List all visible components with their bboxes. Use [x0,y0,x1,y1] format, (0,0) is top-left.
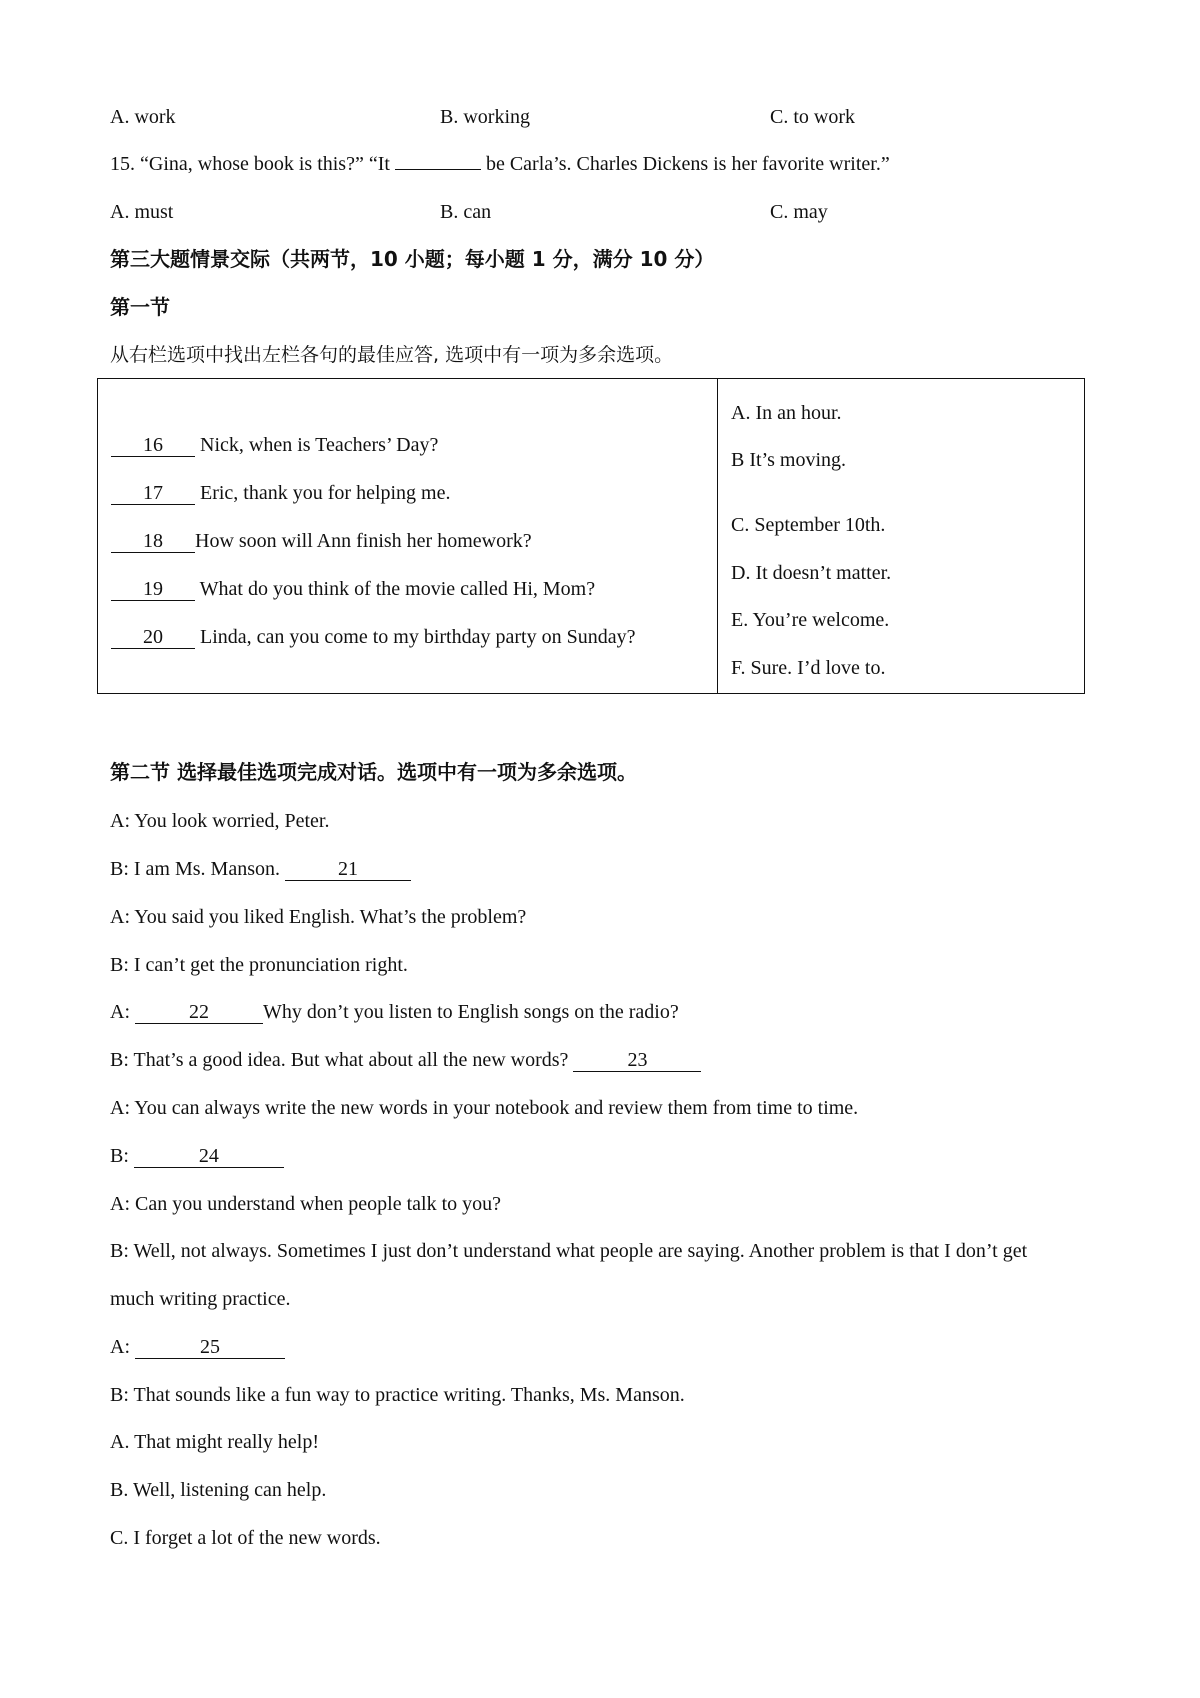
blank-17: 17 [111,482,195,505]
left-item-17 [111,480,451,506]
section2-option-c: C. I forget a lot of the new words. [110,1527,381,1549]
right-option-e: E. You’re welcome. [731,609,890,631]
dialogue-line-6 [110,1047,701,1073]
dialogue-line-6-text: B: That’s a good idea. But what about all the new words? [110,1049,569,1071]
left-item-16-text: Nick, when is Teachers’ Day? [200,434,439,456]
left-item-19-text: What do you think of the movie called Hi, Mom? [199,578,596,600]
left-item-17-text: Eric, thank you for helping me. [200,482,451,504]
table-divider [717,379,718,693]
blank-16: 16 [111,434,195,457]
matching-table [97,378,1085,694]
left-item-19 [111,576,595,602]
dialogue-line-9: A: Can you understand when people talk to you? [110,1193,502,1215]
blank-22: 22 [135,1001,263,1024]
dialogue-line-2 [110,856,411,882]
q15-question [110,151,890,177]
blank-24: 24 [134,1145,284,1168]
dialogue-line-5-text: Why don’t you listen to English songs on the radio? [263,1001,679,1023]
dialogue-line-4: B: I can’t get the pronunciation right. [110,954,408,976]
left-item-16 [111,432,438,458]
dialogue-line-3: A: You said you liked English. What’s the problem? [110,906,527,928]
blank-18: 18 [111,530,195,553]
dialogue-line-8 [110,1143,284,1169]
dialogue-line-10b: much writing practice. [110,1288,291,1310]
dialogue-line-1: A: You look worried, Peter. [110,810,330,832]
dialogue-line-7: A: You can always write the new words in your notebook and review them from time to time. [110,1097,859,1119]
right-option-d: D. It doesn’t matter. [731,562,892,584]
blank-19: 19 [111,578,195,601]
q15-option-c: C. may [770,201,828,223]
dialogue-line-10a: B: Well, not always. Sometimes I just don’t understand what people are saying. Another problem is that I don’t get [110,1240,1028,1262]
left-item-18 [111,528,532,554]
q15-number: 15. [110,153,135,175]
q15-option-a: A. must [110,201,174,223]
q14-option-b: B. working [440,106,530,128]
section1-instruction: 从右栏选项中找出左栏各句的最佳应答, 选项中有一项为多余选项。 [110,344,674,366]
section2-option-a: A. That might really help! [110,1431,320,1453]
q14-option-c: C. to work [770,106,855,128]
right-option-f: F. Sure. I’d love to. [731,657,886,679]
part3-title: 第三大题情景交际（共两节，10 小题；每小题 1 分，满分 10 分） [110,247,715,271]
blank-25: 25 [135,1336,285,1359]
blank-20: 20 [111,626,195,649]
right-option-b: B It’s moving. [731,449,847,471]
dialogue-line-11 [110,1334,285,1360]
q15-text-pre: “Gina, whose book is this?” “It [140,153,390,175]
right-option-a: A. In an hour. [731,402,842,424]
dialogue-line-11-speaker: A: [110,1336,130,1358]
q15-blank [395,169,481,170]
blank-21: 21 [285,858,411,881]
right-option-c: C. September 10th. [731,514,886,536]
dialogue-line-12: B: That sounds like a fun way to practice writing. Thanks, Ms. Manson. [110,1384,685,1406]
blank-23: 23 [573,1049,701,1072]
section2-option-b: B. Well, listening can help. [110,1479,327,1501]
section1-title: 第一节 [110,295,170,319]
left-item-18-text: How soon will Ann finish her homework? [195,530,532,552]
section2-title: 第二节 选择最佳选项完成对话。选项中有一项为多余选项。 [110,760,637,784]
dialogue-line-5 [110,999,679,1025]
dialogue-line-2-text: B: I am Ms. Manson. [110,858,280,880]
q15-option-b: B. can [440,201,492,223]
dialogue-line-8-speaker: B: [110,1145,129,1167]
dialogue-line-5-speaker: A: [110,1001,130,1023]
left-item-20 [111,624,635,650]
q15-text-post: be Carla’s. Charles Dickens is her favorite writer.” [485,153,890,175]
left-item-20-text: Linda, can you come to my birthday party on Sunday? [200,626,636,648]
q14-option-a: A. work [110,106,176,128]
